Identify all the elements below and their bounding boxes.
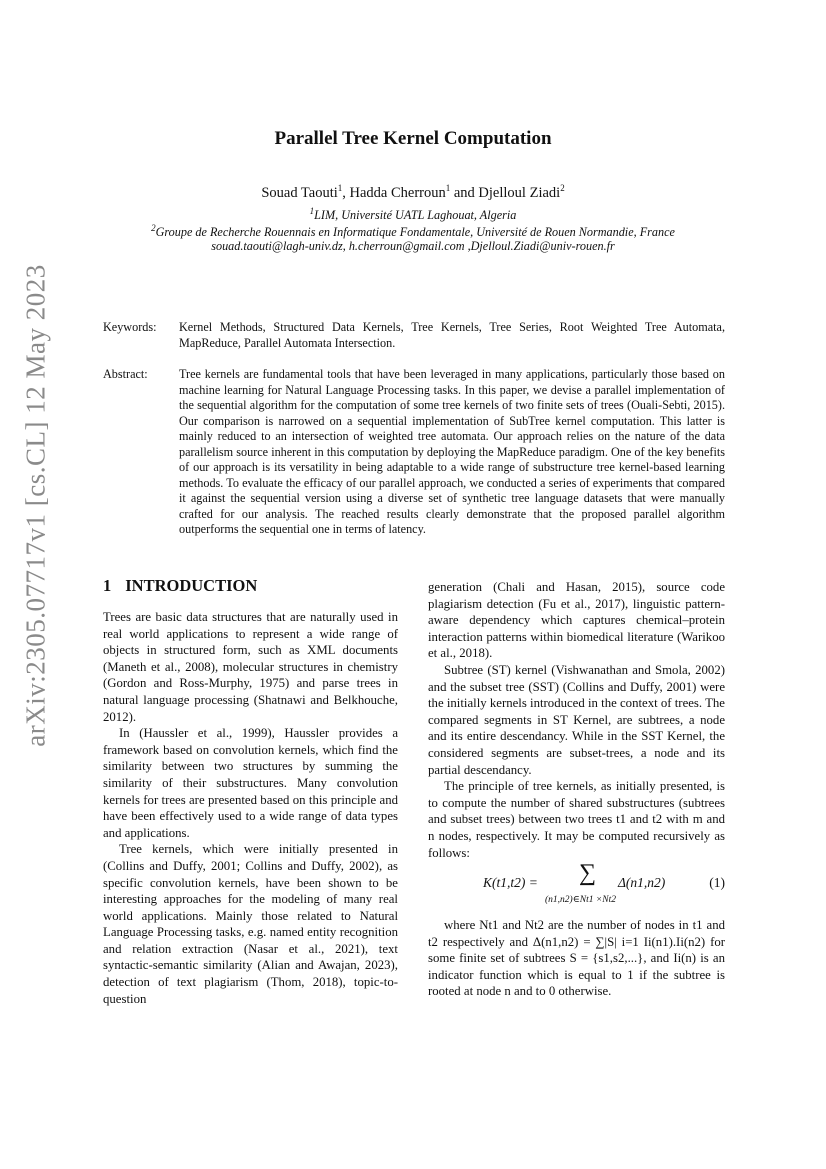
author-1-affiliation-mark: 1 [337,183,343,193]
abstract-label: Abstract: [103,367,148,381]
author-line [0,183,826,202]
affiliation-2 [0,223,826,240]
right-paragraph-2: Subtree (ST) kernel (Vishwanathan and Smola, 2002) and the subset tree (SST) (Collins and Duffy, 2001) were the initially kernels introduced in the context of trees. The compared segments in ST Kernel, are subtrees, a node and its entire descendancy. While in the SST Kernel, the considered segments are subset-trees, a node and its partial descendancy. [428,662,725,777]
left-column [103,609,398,1007]
right-paragraph-4: where Nt1 and Nt2 are the number of nodes in t1 and t2 respectively and Δ(n1,n2) = ∑|S| i=1 Ii(n1).Ii(n2) for some finite set of subtrees S = {s1,s2,...}, and Ii(n) is an indicator function which is equal to 1 if the subtree is rooted at node n and to 0 otherwise. [428,918,725,999]
affiliation-2-mark: 2 [151,223,156,233]
section-title: INTRODUCTION [125,576,258,595]
affiliation-1-text: LIM, Université UATL Laghouat, Algeria [314,208,517,223]
author-emails: souad.taouti@lagh-univ.dz, h.cherroun@gmail.com ,Djelloul.Ziadi@univ-rouen.fr [211,239,615,253]
equation-rhs: Δ(n1,n2) [618,875,666,891]
arxiv-identifier-stamp [18,263,54,747]
keywords-text: Kernel Methods, Structured Data Kernels, Tree Kernels, Tree Series, Root Weighted Tree Automata, MapReduce, Parallel Automata Intersection. [179,320,725,350]
equation-lhs: K(t1,t2) = [483,875,538,891]
affiliation-1 [0,206,826,223]
paper-title: Parallel Tree Kernel Computation [274,128,552,149]
intro-paragraph-3: Tree kernels, which were initially presented in (Collins and Duffy, 2001; Collins and Duffy, 2002), as specific convolution kernels, have been shown to be interesting approaches for the modeling of many real world applications. Mainly those related to Natural Language Processing tasks, e.g. named entity recognition and relation extraction (Nasar et al., 2021), text syntactic-semantic similarity (Alian and Awajan, 2023), detection of text plagiarism (Thom, 2018), topic-to-question [103,842,398,1006]
summation-subscript: (n1,n2)∈Nt1 ×Nt2 [545,895,616,906]
author-3-affiliation-mark: 2 [560,183,565,193]
summation-symbol: ∑ [579,860,597,887]
author-2-affiliation-mark: 1 [445,183,451,193]
right-paragraph-1: generation (Chali and Hasan, 2015), source code plagiarism detection (Fu et al., 2017), linguistic pattern-aware dependency which captures chemical–protein interaction patterns within biomedical literature (Warikoo et al., 2018). [428,580,725,661]
section-number: 1 [103,576,112,595]
right-paragraph-3: The principle of tree kernels, as initially presented, is to compute the number of shared substructures (subtrees and subset trees) between two trees t1 and t2 with m and n nodes, respectively. It may be computed recursively as follows: [428,779,725,860]
author-2: , Hadda Cherroun [342,184,446,201]
right-column [428,579,725,1000]
arxiv-stamp-text: arXiv:2305.07717v1 [cs.CL] 12 May 2023 [20,263,51,747]
keywords-label: Keywords: [103,320,157,334]
equation-number: (1) [709,875,725,891]
author-3: and Djelloul Ziadi [450,184,561,201]
equation-1 [428,860,725,911]
affiliation-2-text: Groupe de Recherche Rouennais en Informatique Fondamentale, Université de Rouen Normandie, France [155,225,675,240]
intro-paragraph-1: Trees are basic data structures that are naturally used in real world applications to represent a wide range of objects in structured form, such as XML documents (Maneth et al., 2008), molecular structures in chemistry (Gordon and Ross-Murphy, 1975) and parse trees in natural language processing (Shatnawi and Belkhouche, 2012). [103,610,398,724]
section-heading [103,576,257,596]
abstract-text: Tree kernels are fundamental tools that have been leveraged in many applications, particularly those based on machine learning for Natural Language Processing tasks. In this paper, we devise a parallel implementation of the sequential algorithm for the computation of some tree kernels of two finite sets of trees (Ouali-Sebti, 2015). Our comparison is narrowed on a sequential implementation of SubTree kernel computation. This latter is mainly reduced to an intersection of weighted tree automata. Our approach relies on the nature of the data parallelism source inherent in this computation by deploying the MapReduce paradigm. One of the key benefits of our approach is its versatility in being adaptable to a wide range of substructure tree kernel-based learning methods. To evaluate the efficacy of our parallel approach, we conducted a series of experiments that compared it against the sequential version using a diverse set of synthetic tree language datasets that were manually crafted for our analysis. The reached results clearly demonstrate that the proposed parallel algorithm outperforms the sequential one in terms of latency. [179,367,725,536]
intro-paragraph-2: In (Haussler et al., 1999), Haussler provides a framework based on convolution kernels, which find the similarity between two structures by summing the similarity of their substructures. Many convolution kernels for trees are presented based on this principle and have been effectively used to a wide range of data types and applications. [103,726,398,840]
affiliation-1-mark: 1 [309,206,315,216]
author-1: Souad Taouti [261,184,338,201]
